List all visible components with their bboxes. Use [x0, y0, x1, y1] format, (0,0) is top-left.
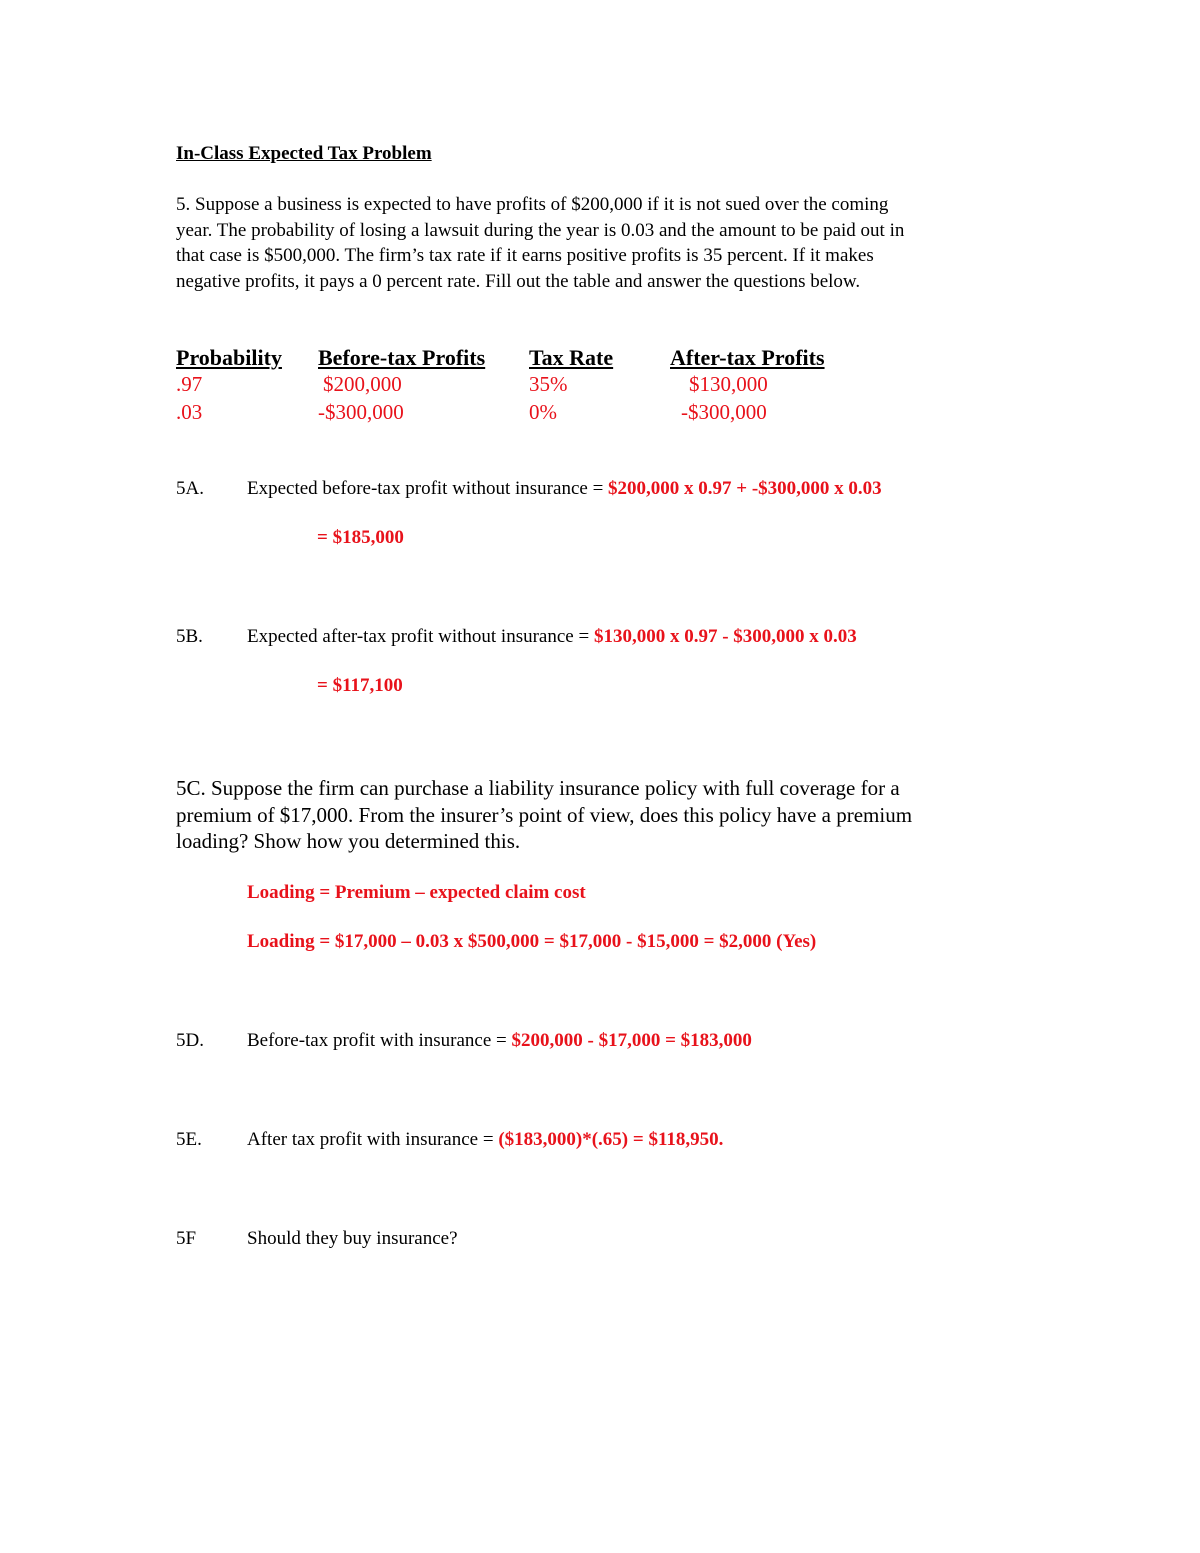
question-label-5a: 5A.	[176, 478, 204, 499]
question-line: 5C. Suppose the firm can purchase a liability insurance policy with full coverage for a	[176, 776, 900, 800]
problem-line: negative profits, it pays a 0 percent rate. Fill out the table and answer the questions below.	[176, 270, 861, 292]
question-text: Expected before-tax profit without insurance =	[247, 478, 609, 499]
table-cell: $130,000	[689, 372, 768, 396]
problem-line: year. The probability of losing a lawsuit during the year is 0.03 and the amount to be paid out in	[176, 219, 905, 241]
question-5b	[247, 626, 857, 648]
question-label-5e: 5E.	[176, 1129, 202, 1150]
question-5a	[247, 478, 882, 500]
answer-5c-line1: Loading = Premium – expected claim cost	[247, 882, 586, 903]
question-5e	[247, 1129, 723, 1151]
question-5c	[176, 775, 1036, 855]
table-cell: .03	[176, 400, 203, 424]
table-cell: $200,000	[323, 372, 402, 396]
table-header-tax-rate: Tax Rate	[529, 345, 614, 370]
table-cell: .97	[176, 372, 203, 396]
answer-text: ($183,000)*(.65) = $118,950.	[498, 1129, 724, 1150]
table-header-before-tax: Before-tax Profits	[318, 345, 486, 370]
table-cell: -$300,000	[681, 400, 767, 424]
table-header-after-tax: After-tax Profits	[670, 345, 825, 370]
problem-line: that case is $500,000. The firm’s tax rate if it earns positive profits is 35 percent. If it makes	[176, 245, 874, 266]
question-line: premium of $17,000. From the insurer’s point of view, does this policy have a premium	[176, 802, 913, 827]
question-5d	[247, 1030, 752, 1052]
question-text: Before-tax profit with insurance =	[247, 1030, 512, 1051]
table-cell: -$300,000	[318, 400, 404, 424]
table-cell: 0%	[529, 400, 557, 424]
question-label-5f: 5F	[176, 1228, 197, 1249]
table-cell: 35%	[529, 372, 568, 396]
answer-text: $200,000 - $17,000 = $183,000	[511, 1030, 752, 1051]
answer-result-5a: = $185,000	[317, 527, 404, 548]
answer-5c-line2: Loading = $17,000 – 0.03 x $500,000 = $17,000 - $15,000 = $2,000 (Yes)	[247, 931, 817, 952]
answer-text: $130,000 x 0.97 - $300,000 x 0.03	[593, 626, 857, 647]
answer-text: $200,000 x 0.97 + -$300,000 x 0.03	[608, 478, 882, 499]
problem-line: 5. Suppose a business is expected to have profits of $200,000 if it is not sued over the coming	[176, 194, 889, 215]
page-title: In-Class Expected Tax Problem	[176, 143, 432, 164]
question-text: Expected after-tax profit without insurance =	[247, 626, 594, 647]
problem-statement	[176, 192, 1016, 294]
table-header-probability: Probability	[176, 345, 282, 370]
question-5f: Should they buy insurance?	[247, 1228, 458, 1249]
answer-result-5b: = $117,100	[317, 675, 403, 696]
question-label-5d: 5D.	[176, 1030, 204, 1051]
question-label-5b: 5B.	[176, 626, 203, 647]
question-line: loading? Show how you determined this.	[176, 829, 521, 853]
question-text: After tax profit with insurance =	[247, 1129, 499, 1150]
